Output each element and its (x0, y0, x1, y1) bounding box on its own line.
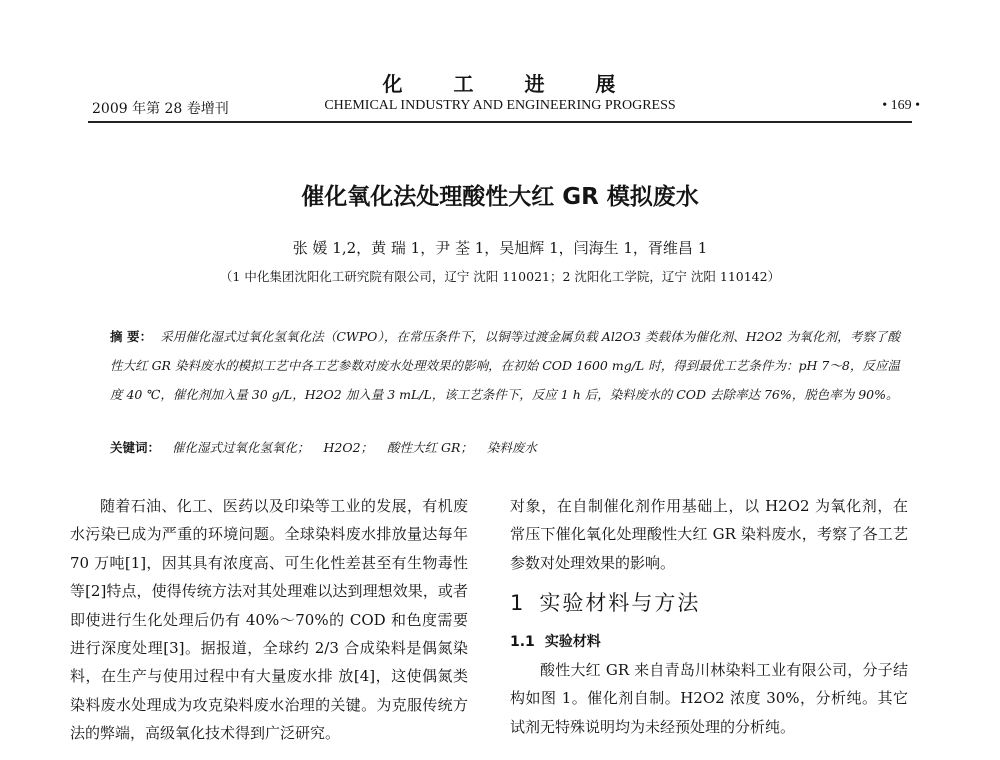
abstract-label: 摘 要： (110, 329, 153, 344)
keyword: 酸性大红 GR； (387, 440, 473, 455)
paper-authors: 张 媛 1,2，黄 瑞 1，尹 荃 1，吴旭辉 1，闫海生 1，胥维昌 1 (292, 239, 708, 257)
keyword: H2O2； (323, 440, 374, 455)
header-divider (88, 121, 912, 123)
body-column-right (510, 492, 908, 741)
paper-title: 催化氧化法处理酸性大红 GR 模拟废水 (301, 184, 699, 210)
section-number: 1 (510, 591, 526, 616)
page-number: • 169 • (882, 98, 920, 113)
body-column-left (70, 492, 468, 748)
subsection-number: 1.1 (510, 633, 535, 650)
journal-name-cn: 化 工 进 展 (382, 72, 618, 96)
section-title: 实验材料与方法 (539, 591, 701, 616)
running-header (60, 96, 940, 118)
keyword: 染料废水 (486, 440, 537, 455)
materials-paragraph: 酸性大红 GR 来自青岛川林染料工业有限公司，分子结构如图 1。催化剂自制。H2O2 浓度 30%，分析纯。其它试剂无特殊说明均为未经预处理的分析纯。 (510, 661, 908, 736)
intro-paragraph: 随着石油、化工、医药以及印染等工业的发展，有机废水污染已成为严重的环境问题。全球染料废水排放量达每年 70 万吨[1]，因其具有浓度高、可生化性差甚至有生物毒性等[2]特点，使得传统方法对其处理难以达到理想效果，或者即使进行生化处理后仍有 40%～70%的 COD 和色度需要进行深度处理[3]。据报道，全球约 2/3 合成染料是偶氮染料，在生产与使用过程中有大量废水排 放[4]，这使偶氮类染料废水处理成为攻克染料废水治理的关键。为克服传统方法的弊端，高级氧化技术得到广泛研究。 (70, 497, 468, 743)
issue-label: 2009 年第 28 卷增刊 (92, 101, 229, 117)
subsection-heading (510, 628, 908, 656)
intro-paragraph-continued: 对象，在自制催化剂作用基础上，以 H2O2 为氧化剂，在常压下催化氧化处理酸性大红 GR 染料废水，考察了各工艺参数对处理效果的影响。 (510, 497, 908, 572)
paper-affiliation: （1 中化集团沈阳化工研究院有限公司，辽宁 沈阳 110021；2 沈阳化工学院，辽宁 沈阳 110142） (219, 269, 781, 284)
subsection-title: 实验材料 (544, 633, 601, 650)
abstract-text: 采用催化湿式过氧化氢氧化法（CWPO），在常压条件下，以铜等过渡金属负载 Al2O3 类载体为催化剂、H2O2 为氧化剂，考察了酸性大红 GR 染料废水的模拟工艺中各工艺参数对废水处理效果的影响，在初始 COD 1600 mg/L 时，得到最优工艺条件为：pH 7～8，反应温度 40 ℃，催化剂加入量 30 g/L，H2O2 加入量 3 mL/L，该工艺条件下，反应 1 h 后，染料废水的 COD 去除率达 76%，脱色率为 90%。 (110, 329, 900, 402)
keyword: 催化湿式过氧化氢氧化； (172, 440, 310, 455)
journal-name-en: CHEMICAL INDUSTRY AND ENGINEERING PROGRESS (324, 98, 676, 113)
keywords-label: 关键词： (110, 440, 161, 455)
abstract (110, 322, 900, 409)
keywords (110, 438, 900, 458)
section-heading (510, 589, 908, 617)
